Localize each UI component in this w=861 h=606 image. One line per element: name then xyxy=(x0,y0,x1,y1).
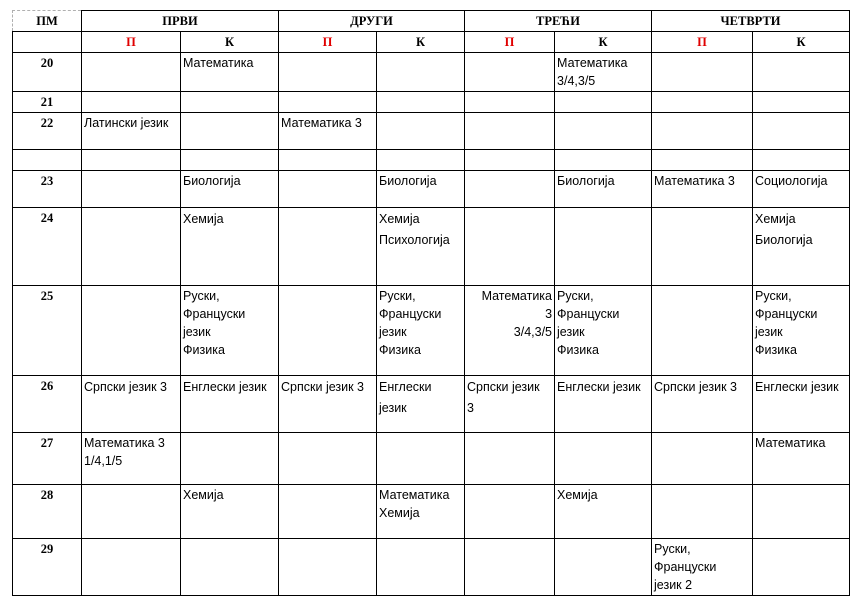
schedule-cell xyxy=(82,92,181,113)
k-header: К xyxy=(377,32,465,53)
schedule-cell xyxy=(279,92,377,113)
schedule-cell xyxy=(465,208,555,286)
week-number: 23 xyxy=(13,171,82,208)
schedule-cell xyxy=(465,53,555,92)
week-number: 26 xyxy=(13,376,82,433)
week-number: 27 xyxy=(13,433,82,485)
grade-header-row xyxy=(13,11,850,32)
schedule-cell: Руски, Француски језик Физика xyxy=(181,286,279,376)
week-number: 24 xyxy=(13,208,82,286)
schedule-cell: Латински језик xyxy=(82,113,181,150)
schedule-cell xyxy=(465,150,555,171)
schedule-cell xyxy=(555,92,652,113)
schedule-cell: Хемија Биологија xyxy=(753,208,850,286)
schedule-cell xyxy=(279,53,377,92)
schedule-cell xyxy=(465,171,555,208)
week-column-header: ПМ xyxy=(13,11,82,32)
schedule-cell: Српски језик 3 xyxy=(279,376,377,433)
table-row xyxy=(13,485,850,539)
table-row xyxy=(13,286,850,376)
schedule-cell: Математика 3 1/4,1/5 xyxy=(82,433,181,485)
schedule-cell xyxy=(465,92,555,113)
grade-header-second: ДРУГИ xyxy=(279,11,465,32)
schedule-cell xyxy=(652,208,753,286)
p-header: П xyxy=(465,32,555,53)
schedule-cell xyxy=(377,53,465,92)
schedule-cell: Српски језик 3 xyxy=(652,376,753,433)
week-number: 25 xyxy=(13,286,82,376)
schedule-cell: Математика 3 xyxy=(652,171,753,208)
schedule-cell xyxy=(465,539,555,596)
p-header: П xyxy=(82,32,181,53)
schedule-cell xyxy=(652,485,753,539)
table-row xyxy=(13,53,850,92)
schedule-cell xyxy=(465,113,555,150)
pk-header-row xyxy=(13,32,850,53)
schedule-cell: Српски језик 3 xyxy=(465,376,555,433)
schedule-cell xyxy=(555,433,652,485)
schedule-cell xyxy=(82,286,181,376)
table-row xyxy=(13,376,850,433)
schedule-table xyxy=(12,10,850,596)
schedule-cell xyxy=(82,208,181,286)
schedule-cell xyxy=(753,113,850,150)
schedule-cell xyxy=(753,53,850,92)
schedule-cell xyxy=(279,286,377,376)
schedule-cell: Српски језик 3 xyxy=(82,376,181,433)
schedule-cell xyxy=(279,150,377,171)
week-number: 21 xyxy=(13,92,82,113)
schedule-cell xyxy=(555,150,652,171)
schedule-cell xyxy=(82,485,181,539)
schedule-cell xyxy=(555,208,652,286)
schedule-cell xyxy=(181,433,279,485)
schedule-cell xyxy=(82,171,181,208)
schedule-cell: Енглески језик xyxy=(377,376,465,433)
table-row xyxy=(13,208,850,286)
schedule-cell: Хемија Психологија xyxy=(377,208,465,286)
schedule-cell xyxy=(377,92,465,113)
schedule-cell xyxy=(652,150,753,171)
schedule-cell xyxy=(181,150,279,171)
schedule-cell xyxy=(652,113,753,150)
schedule-cell: Енглески језик xyxy=(555,376,652,433)
schedule-cell xyxy=(652,286,753,376)
schedule-cell xyxy=(279,485,377,539)
schedule-cell xyxy=(181,92,279,113)
p-header: П xyxy=(652,32,753,53)
schedule-cell xyxy=(465,433,555,485)
schedule-cell xyxy=(652,53,753,92)
schedule-cell: Математика 3 xyxy=(279,113,377,150)
schedule-cell: Руски, Француски језик Физика xyxy=(753,286,850,376)
schedule-cell: Хемија xyxy=(555,485,652,539)
k-header: К xyxy=(753,32,850,53)
table-row xyxy=(13,92,850,113)
schedule-cell xyxy=(753,92,850,113)
table-row xyxy=(13,539,850,596)
week-number: 22 xyxy=(13,113,82,150)
k-header: К xyxy=(181,32,279,53)
k-header: К xyxy=(555,32,652,53)
schedule-cell: Енглески језик xyxy=(181,376,279,433)
schedule-cell: Хемија xyxy=(181,485,279,539)
schedule-cell: Математика xyxy=(181,53,279,92)
p-header: П xyxy=(279,32,377,53)
schedule-cell: Социологија xyxy=(753,171,850,208)
week-number xyxy=(13,150,82,171)
schedule-cell: Математика 3/4,3/5 xyxy=(555,53,652,92)
week-number: 28 xyxy=(13,485,82,539)
schedule-cell: Руски, Француски језик 2 xyxy=(652,539,753,596)
schedule-cell xyxy=(279,539,377,596)
schedule-cell: Хемија xyxy=(181,208,279,286)
schedule-cell: Биологија xyxy=(377,171,465,208)
schedule-cell xyxy=(753,485,850,539)
schedule-cell xyxy=(82,539,181,596)
table-row xyxy=(13,113,850,150)
table-row xyxy=(13,433,850,485)
schedule-cell xyxy=(82,150,181,171)
blank-header-cell xyxy=(13,32,82,53)
schedule-cell xyxy=(753,150,850,171)
schedule-cell xyxy=(82,53,181,92)
schedule-cell xyxy=(652,433,753,485)
schedule-cell xyxy=(465,485,555,539)
schedule-cell: Математика 3 3/4,3/5 xyxy=(465,286,555,376)
schedule-cell xyxy=(181,539,279,596)
schedule-cell: Математика xyxy=(753,433,850,485)
schedule-cell: Руски, Француски језик Физика xyxy=(555,286,652,376)
schedule-cell xyxy=(377,433,465,485)
schedule-cell xyxy=(555,539,652,596)
schedule-cell xyxy=(377,150,465,171)
table-row xyxy=(13,171,850,208)
schedule-cell xyxy=(181,113,279,150)
schedule-cell xyxy=(377,539,465,596)
grade-header-first: ПРВИ xyxy=(82,11,279,32)
schedule-cell xyxy=(652,92,753,113)
week-number: 20 xyxy=(13,53,82,92)
schedule-cell: Руски, Француски језик Физика xyxy=(377,286,465,376)
schedule-cell xyxy=(753,539,850,596)
grade-header-third: ТРЕЋИ xyxy=(465,11,652,32)
week-number: 29 xyxy=(13,539,82,596)
schedule-cell: Биологија xyxy=(555,171,652,208)
schedule-cell xyxy=(279,208,377,286)
schedule-cell xyxy=(279,433,377,485)
grade-header-fourth: ЧЕТВРТИ xyxy=(652,11,850,32)
schedule-cell xyxy=(555,113,652,150)
table-row xyxy=(13,150,850,171)
schedule-cell: Математика Хемија xyxy=(377,485,465,539)
schedule-cell: Енглески језик xyxy=(753,376,850,433)
schedule-cell xyxy=(377,113,465,150)
schedule-cell xyxy=(279,171,377,208)
schedule-cell: Биологија xyxy=(181,171,279,208)
